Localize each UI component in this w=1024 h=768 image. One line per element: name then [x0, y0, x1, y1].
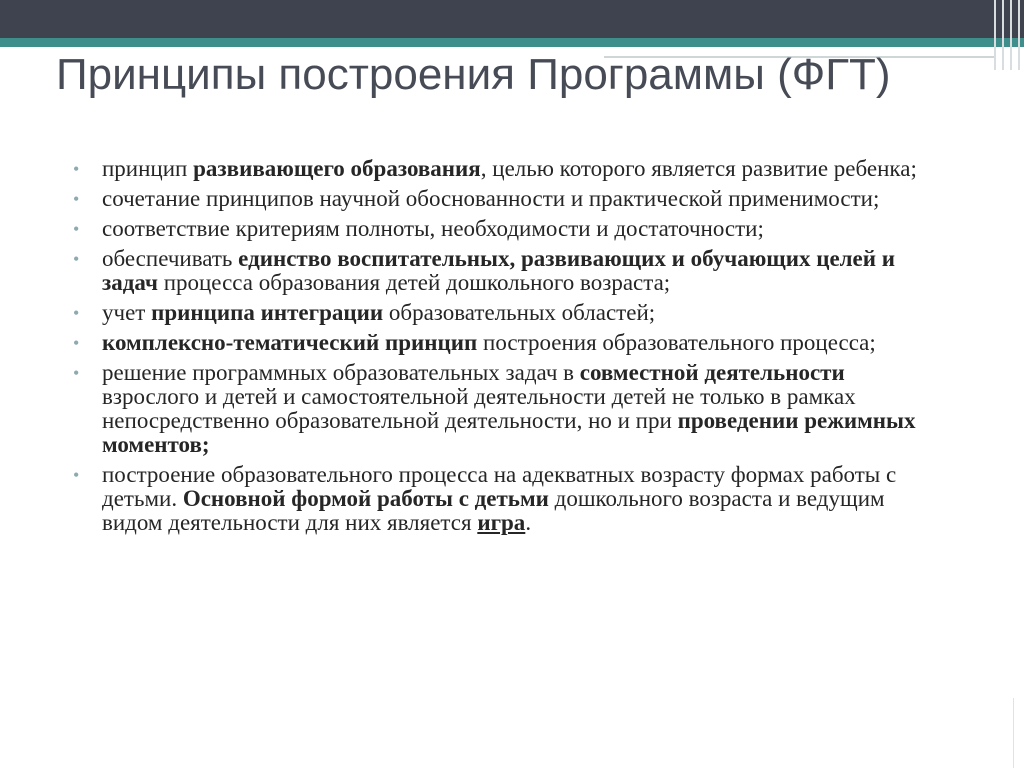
- bullet-item: [64, 157, 944, 181]
- accent-line: [0, 38, 1024, 47]
- bullet-item: [64, 361, 944, 457]
- bullet-item: [64, 331, 944, 355]
- text-fragment: процесса образования детей дошкольного возраста;: [157, 270, 671, 295]
- text-fragment: образовательных областей;: [383, 300, 656, 325]
- text-fragment: , целью которого является развитие ребенка;: [480, 156, 917, 181]
- bold-text: комплексно-тематический принцип: [102, 330, 478, 355]
- bullet-dot-icon: •: [73, 303, 80, 323]
- bullet-dot-icon: •: [73, 363, 80, 383]
- bullet-item: [64, 217, 944, 241]
- bullet-item: [64, 301, 944, 325]
- bullet-item: [64, 463, 944, 535]
- decorative-vertical-lines: [990, 0, 1024, 70]
- slide-title: Принципы построения Программы (ФГТ): [56, 50, 891, 99]
- text-fragment: построения образовательного процесса;: [477, 330, 876, 355]
- bold-text: проведении режимных моментов;: [102, 408, 916, 457]
- bullet-list: [64, 157, 944, 541]
- text-fragment: .: [525, 510, 532, 535]
- bold-text: развивающего образования: [193, 156, 481, 181]
- top-band: [0, 0, 1024, 38]
- bullet-dot-icon: •: [73, 219, 80, 239]
- text-fragment: решение программных образовательных задач в: [102, 360, 580, 385]
- bullet-dot-icon: •: [73, 159, 80, 179]
- text-fragment: сочетание принципов научной обоснованности и практической применимости;: [102, 186, 880, 211]
- text-fragment: обеспечивать: [102, 246, 239, 271]
- bullet-item: [64, 187, 944, 211]
- bullet-dot-icon: •: [73, 465, 80, 485]
- text-fragment: построение образовательного процесса на адекватных возрасту формах работы с детьми.: [102, 462, 897, 511]
- decorative-corner-line: [1013, 698, 1014, 768]
- text-fragment: соответствие критериям полноты, необходимости и достаточности;: [102, 216, 764, 241]
- bold-text: принципа интеграции: [151, 300, 384, 325]
- bold-text: совместной деятельности: [579, 360, 845, 385]
- text-fragment: принцип: [102, 156, 194, 181]
- bullet-item: [64, 247, 944, 295]
- bullet-dot-icon: •: [73, 249, 80, 269]
- text-fragment: учет: [102, 300, 152, 325]
- text-fragment: взрослого и детей и самостоятельной деятельности детей не только в рамках непосредственно образовательной деятельности, но и при: [102, 384, 856, 433]
- bold-text: Основной формой работы с детьми: [182, 486, 549, 511]
- bold-text: игра: [477, 510, 526, 535]
- bullet-dot-icon: •: [73, 333, 80, 353]
- bullet-dot-icon: •: [73, 189, 80, 209]
- text-fragment: дошкольного возраста и ведущим видом деятельности для них является: [102, 486, 885, 535]
- bold-text: единство воспитательных, развивающих и обучающих целей и задач: [102, 246, 896, 295]
